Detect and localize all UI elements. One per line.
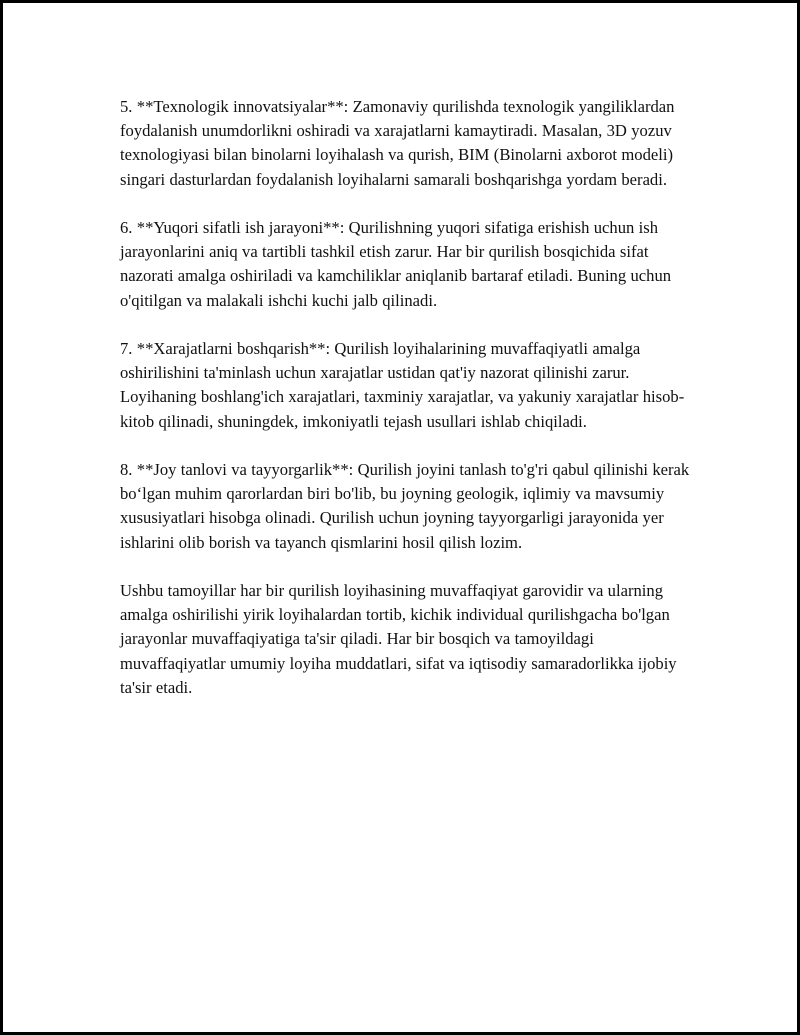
paragraph-high-quality-workflow: 6. **Yuqori sifatli ish jarayoni**: Qurilishning yuqori sifatiga erishish uchun ish jarayonlarini aniq va tartibli tashkil etish zarur. Har bir qurilish bosqichida sifat nazorati amalga oshiriladi va kamchiliklar aniqlanib bartaraf etiladi. Buning uchun o'qitilgan va malakali ishchi kuchi jalb qilinadi.: [120, 218, 672, 310]
paragraph-cost-management: 7. **Xarajatlarni boshqarish**: Qurilish loyihalarining muvaffaqiyatli amalga oshirilishini ta'minlash uchun xarajatlar ustidan qat'iy nazorat qilinishi zarur. Loyihaning boshlang'ich xarajatlari, taxminiy xarajatlar, va yakuniy xarajatlar hisob-kitob qilinadi, shuningdek, imkoniyatli tejash usullari ishlab chiqiladi.: [120, 339, 685, 431]
document-body: [120, 95, 690, 724]
paragraph-technological-innovations: 5. **Texnologik innovatsiyalar**: Zamonaviy qurilishda texnologik yangiliklardan foydalanish unumdorlikni oshiradi va xarajatlarni kamaytiradi. Masalan, 3D yozuv texnologiyasi bilan binolarni loyihalash va qurish, BIM (Binolarni axborot modeli) singari dasturlardan foydalanish loyihalarni samarali boshqarishga yordam beradi.: [120, 97, 675, 189]
paragraph-site-selection: 8. **Joy tanlovi va tayyorgarlik**: Qurilish joyini tanlash to'g'ri qabul qilinishi kerak bo‘lgan muhim qarorlardan biri bo'lib, bu joyning geologik, iqlimiy va mavsumiy xususiyatlari hisobga olinadi. Qurilish uchun joyning tayyorgarligi jarayonida yer ishlarini olib borish va tayanch qismlarini hosil qilish lozim.: [120, 460, 690, 552]
paragraph-conclusion: Ushbu tamoyillar har bir qurilish loyihasining muvaffaqiyat garovidir va ularning amalga oshirilishi yirik loyihalardan tortib, kichik individual qurilishgacha bo'lgan jarayonlar muvaffaqiyatiga ta'sir qiladi. Har bir bosqich va tamoyildagi muvaffaqiyatlar umumiy loyiha muddatlari, sifat va iqtisodiy samaradorlikka ijobiy ta'sir etadi.: [120, 581, 677, 697]
